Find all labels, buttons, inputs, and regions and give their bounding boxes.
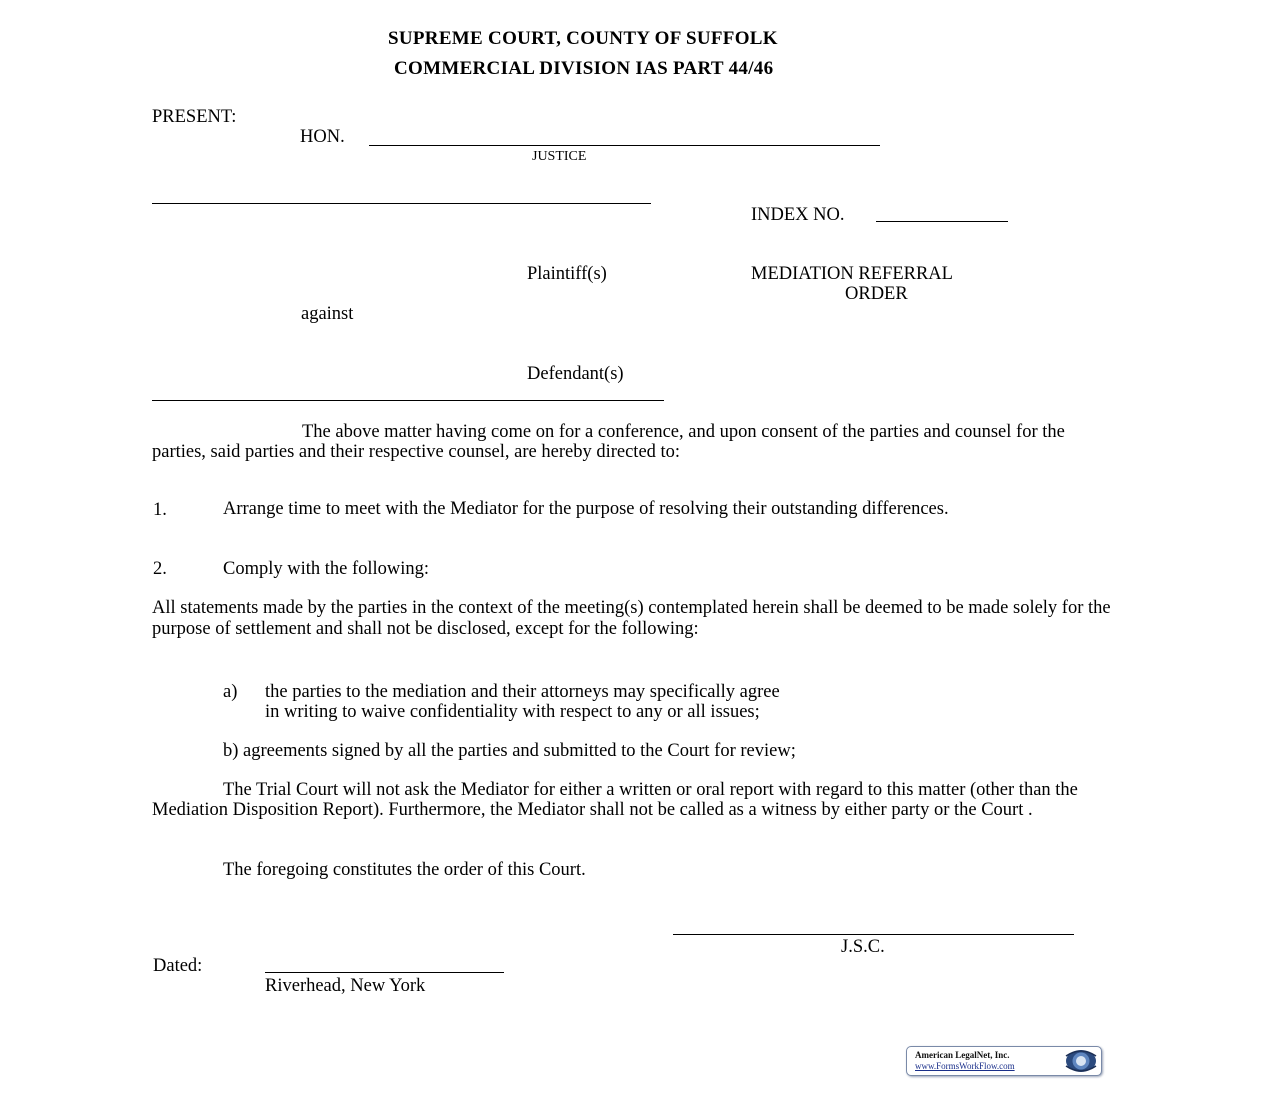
publisher-name: American LegalNet, Inc. <box>915 1050 1010 1060</box>
order-title-line2: ORDER <box>845 284 908 304</box>
globe-logo-icon <box>1061 1048 1097 1079</box>
item1-number: 1. <box>153 500 167 520</box>
item2-number: 2. <box>153 559 167 579</box>
index-label: INDEX NO. <box>751 205 845 225</box>
confidentiality-paragraph: All statements made by the parties in the context of the meeting(s) contemplated herein shall be deemed to be made solely for the purpose of settlement and shall not be disclosed, except for the following: <box>152 598 1111 639</box>
item2-text: Comply with the following: <box>223 559 430 579</box>
intro-paragraph: The above matter having come on for a conference, and upon consent of the parties and counsel for the parties, said parties and their respective counsel, are hereby directed to: <box>152 422 1065 462</box>
judge-signature-line[interactable] <box>673 934 1074 935</box>
item-a-line1: the parties to the mediation and their attorneys may specifically agree <box>265 682 780 702</box>
defendant-label: Defendant(s) <box>527 364 624 384</box>
hon-label: HON. <box>300 127 345 147</box>
location-text: Riverhead, New York <box>265 976 426 996</box>
foregoing-paragraph: The foregoing constitutes the order of this Court. <box>223 860 586 880</box>
item1-text: Arrange time to meet with the Mediator for the purpose of resolving their outstanding differences. <box>223 499 949 519</box>
defendant-name-line[interactable] <box>152 400 664 401</box>
order-title-line1: MEDIATION REFERRAL <box>751 264 953 284</box>
division-name: COMMERCIAL DIVISION IAS PART 44/46 <box>394 58 774 79</box>
against-label: against <box>301 304 354 324</box>
date-line[interactable] <box>265 972 504 973</box>
item-a-line2: in writing to waive confidentiality with respect to any or all issues; <box>265 702 760 722</box>
publisher-badge[interactable] <box>906 1046 1102 1076</box>
dated-label: Dated: <box>153 956 203 976</box>
trial-court-paragraph: The Trial Court will not ask the Mediator for either a written or oral report with regard to this matter (other than the Mediation Disposition Report). Furthermore, the Mediator shall not be called as a witness by either party or the Court . <box>152 780 1078 820</box>
item-a-label: a) <box>223 682 238 702</box>
index-number-line[interactable] <box>876 221 1008 222</box>
publisher-url[interactable]: www.FormsWorkFlow.com <box>915 1061 1015 1071</box>
court-name: SUPREME COURT, COUNTY OF SUFFOLK <box>388 28 778 49</box>
plaintiff-label: Plaintiff(s) <box>527 264 607 284</box>
present-label: PRESENT: <box>152 107 237 127</box>
plaintiff-name-line[interactable] <box>152 203 651 204</box>
justice-name-line[interactable] <box>369 145 880 146</box>
item-b-text: b) agreements signed by all the parties and submitted to the Court for review; <box>223 741 796 761</box>
jsc-label: J.S.C. <box>841 937 885 957</box>
justice-label: JUSTICE <box>532 149 587 164</box>
